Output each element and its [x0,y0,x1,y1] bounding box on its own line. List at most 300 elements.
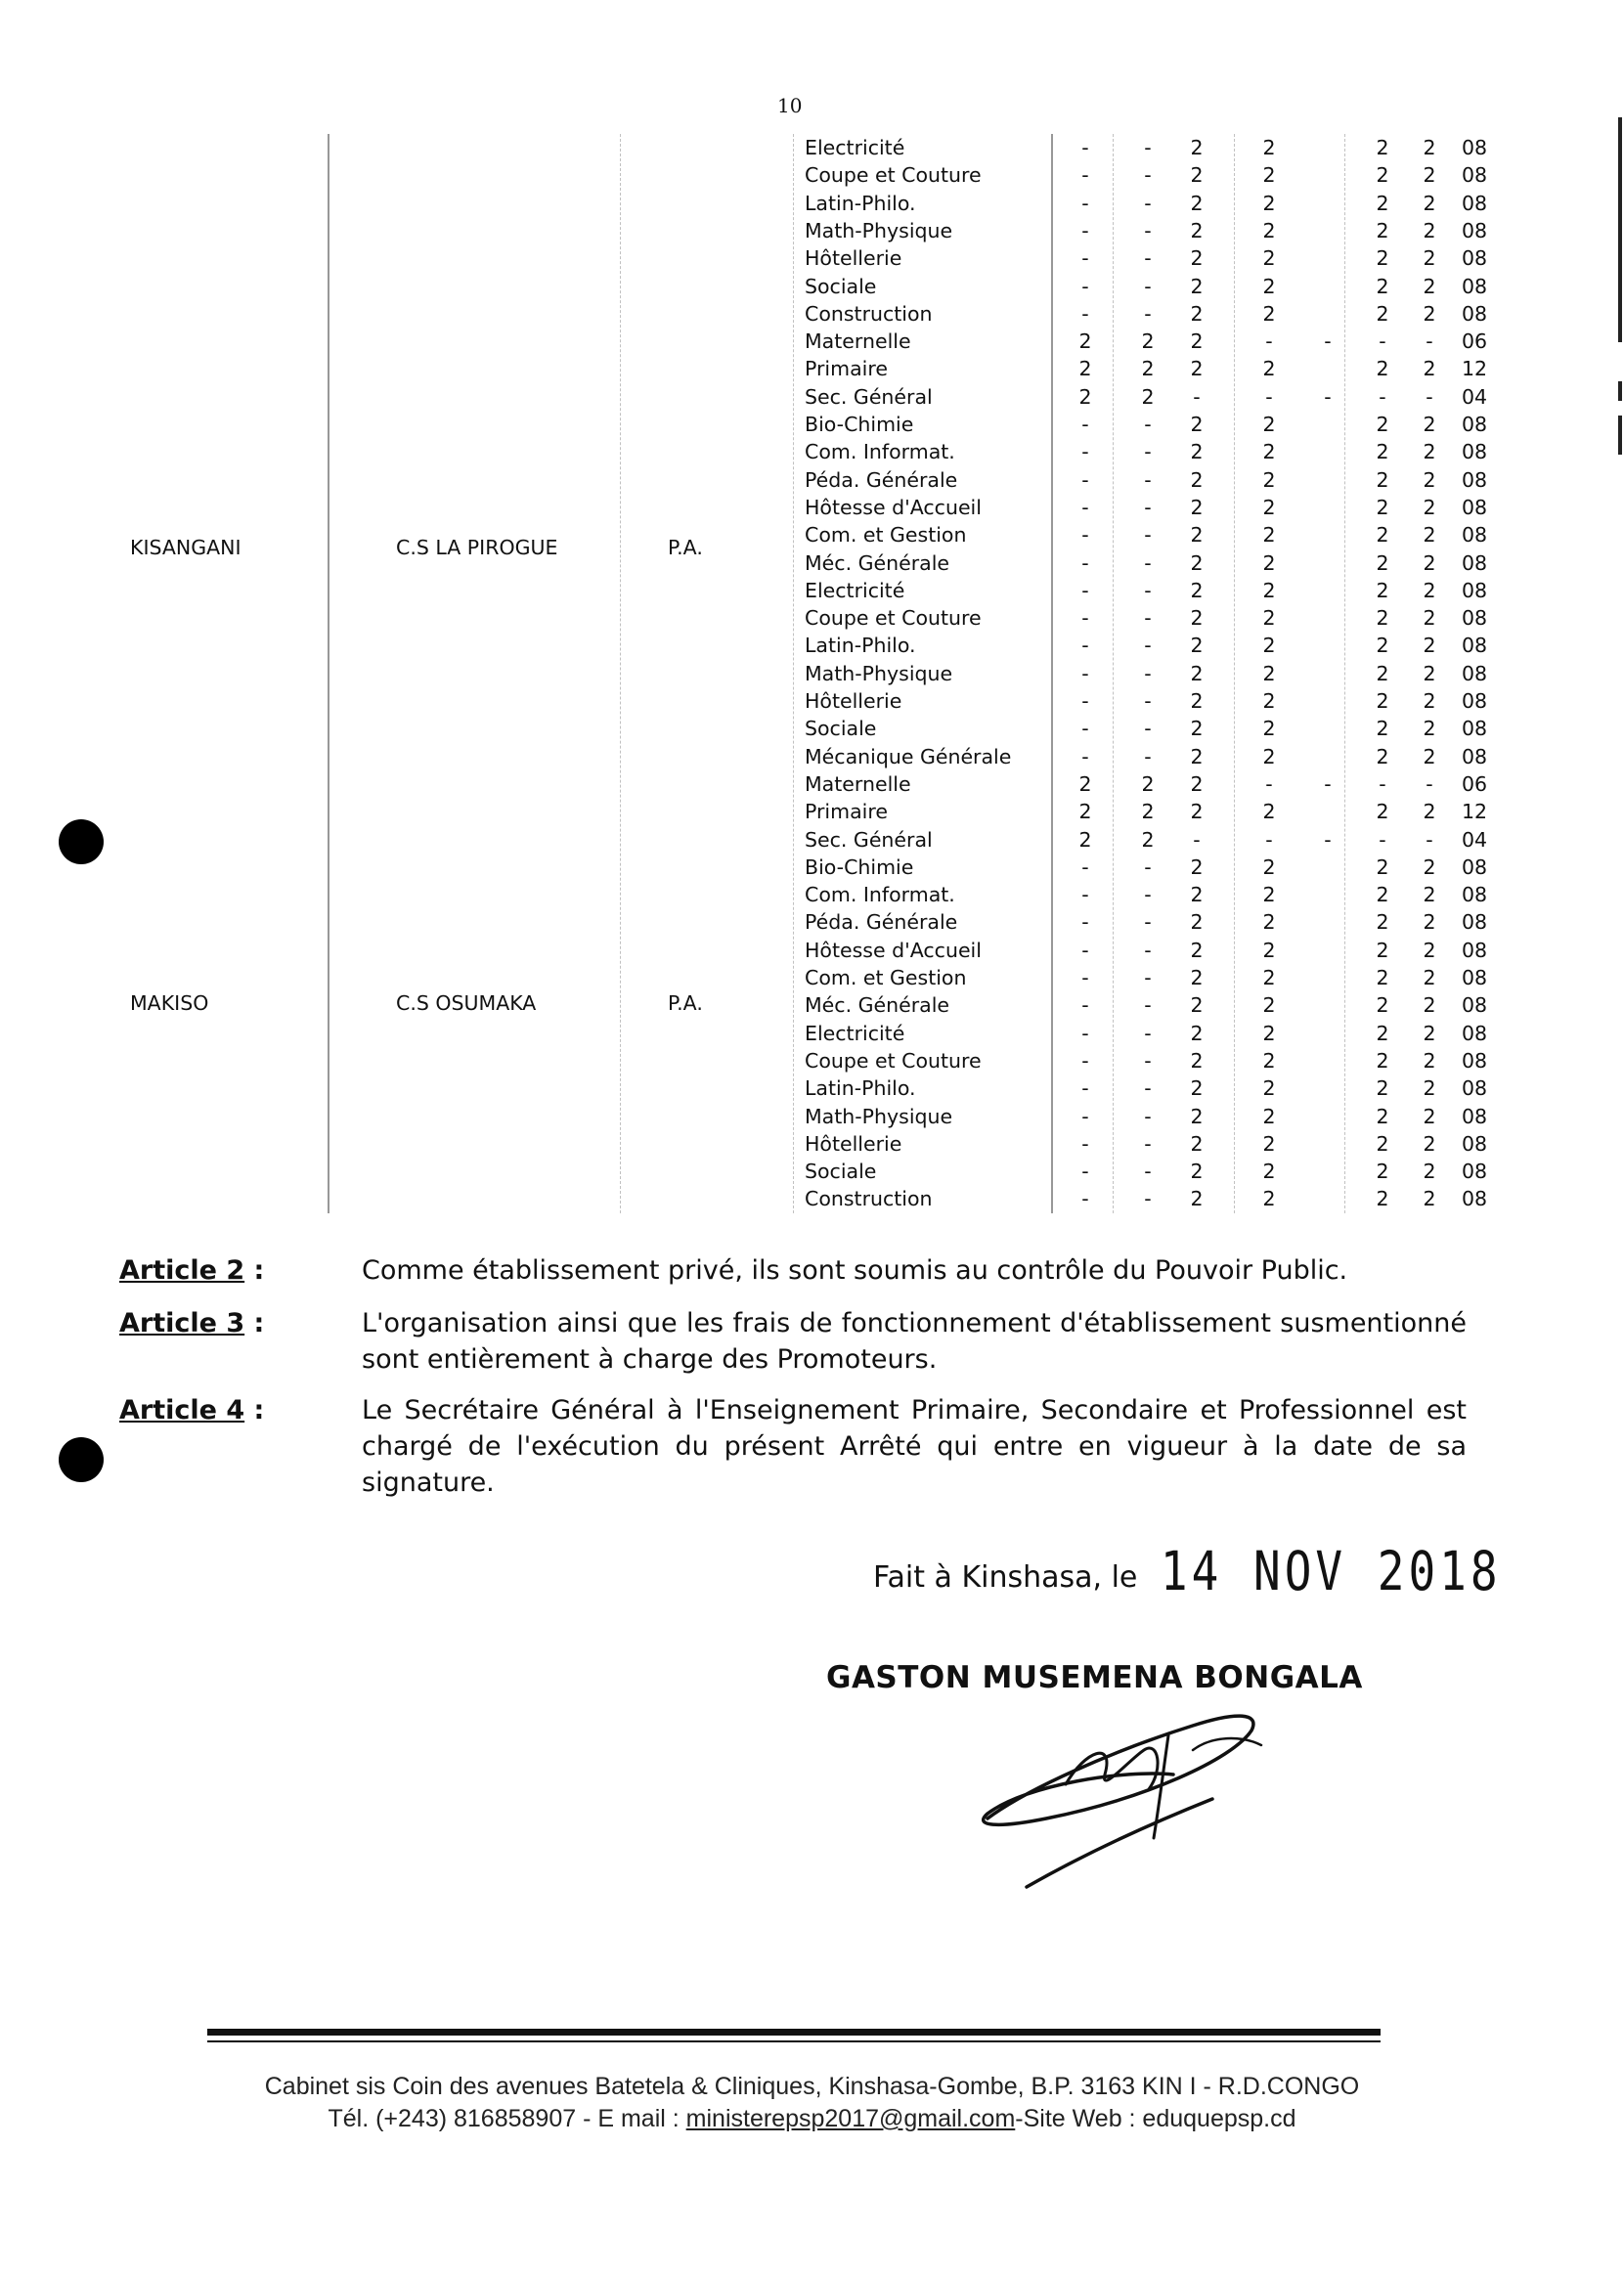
city-label: KISANGANI [130,535,241,559]
value-cell: 2 [1423,855,1436,879]
value-cell: - [1324,329,1332,354]
table-column-rule [1051,134,1053,1213]
table-row [0,190,1624,217]
punch-hole [59,819,104,864]
total-cell: 08 [1461,301,1488,326]
value-cell: 2 [1376,495,1389,519]
subject-cell: Com. et Gestion [805,523,967,548]
value-cell: 2 [1262,910,1276,935]
value-cell: - [1081,523,1089,548]
value-cell: 2 [1262,1131,1276,1156]
value-cell: 2 [1423,717,1436,741]
table-row [0,687,1624,715]
value-cell: 2 [1376,800,1389,824]
value-cell: 2 [1190,578,1204,602]
value-cell: 2 [1262,467,1276,492]
table-row [0,1158,1624,1185]
subject-cell: Coupe et Couture [805,1048,982,1073]
value-cell: 2 [1190,744,1204,768]
value-cell: 2 [1376,661,1389,685]
total-cell: 12 [1461,800,1488,824]
value-cell: - [1144,495,1152,519]
total-cell: 08 [1461,634,1488,658]
total-cell: 08 [1461,661,1488,685]
value-cell: - [1081,744,1089,768]
punch-hole [59,1437,104,1482]
value-cell: 2 [1078,827,1092,852]
total-cell: 08 [1461,550,1488,575]
value-cell: 2 [1190,1187,1204,1211]
value-cell: - [1081,467,1089,492]
value-cell: 2 [1190,993,1204,1018]
total-cell: 08 [1461,246,1488,271]
value-cell: - [1081,1104,1089,1128]
subject-cell: Coupe et Couture [805,163,982,188]
value-cell: 2 [1376,1104,1389,1128]
value-cell: 2 [1262,1076,1276,1101]
value-cell: 2 [1376,1076,1389,1101]
value-cell: 2 [1190,136,1204,159]
table-row [0,217,1624,244]
value-cell: - [1144,440,1152,464]
scan-edge-mark [1618,416,1622,455]
value-cell: 2 [1376,301,1389,326]
value-cell: 2 [1190,467,1204,492]
value-cell: 2 [1423,634,1436,658]
subject-cell: Maternelle [805,329,911,354]
value-cell: - [1144,1048,1152,1073]
subject-cell: Péda. Générale [805,910,958,935]
value-cell: 2 [1376,910,1389,935]
value-cell: - [1081,634,1089,658]
value-cell: 2 [1262,661,1276,685]
value-cell: 2 [1262,136,1276,159]
value-cell: 2 [1423,1104,1436,1128]
value-cell: - [1265,384,1273,409]
footer-rule [207,2029,1381,2036]
value-cell: 2 [1376,1021,1389,1045]
value-cell: 2 [1423,661,1436,685]
subject-cell: Hôtesse d'Accueil [805,495,982,519]
value-cell: 2 [1262,274,1276,298]
value-cell: 2 [1190,218,1204,242]
value-cell: 2 [1190,413,1204,436]
table-row [0,1103,1624,1130]
handwritten-signature [968,1691,1300,1906]
table-row [0,632,1624,659]
table-row [0,438,1624,465]
value-cell: 2 [1190,855,1204,879]
value-cell: 2 [1262,993,1276,1018]
value-cell: 2 [1190,1021,1204,1045]
value-cell: 2 [1141,771,1155,796]
value-cell: - [1081,606,1089,631]
value-cell: 2 [1078,329,1092,354]
value-cell: - [1193,827,1201,852]
subject-cell: Sociale [805,274,877,298]
value-cell: 2 [1423,606,1436,631]
value-cell: 2 [1262,163,1276,188]
school-options-table [0,134,1624,1219]
value-cell: - [1265,771,1273,796]
subject-cell: Construction [805,1187,933,1211]
value-cell: - [1144,993,1152,1018]
value-cell: 2 [1262,301,1276,326]
place-date [873,1539,1502,1603]
value-cell: 2 [1262,1048,1276,1073]
value-cell: 2 [1262,1160,1276,1184]
table-row [0,1130,1624,1158]
subject-cell: Com. et Gestion [805,966,967,989]
value-cell: 2 [1376,1131,1389,1156]
total-cell: 08 [1461,717,1488,741]
value-cell: 2 [1262,246,1276,271]
value-cell: - [1081,661,1089,685]
value-cell: 2 [1376,883,1389,907]
value-cell: - [1081,1187,1089,1211]
table-row [0,411,1624,438]
subject-cell: Mécanique Générale [805,744,1012,768]
subject-cell: Sec. Général [805,827,933,852]
value-cell: 2 [1078,384,1092,409]
value-cell: - [1081,1076,1089,1101]
value-cell: - [1144,467,1152,492]
total-cell: 04 [1461,384,1488,409]
value-cell: - [1081,246,1089,271]
value-cell: - [1081,301,1089,326]
subject-cell: Latin-Philo. [805,1076,916,1101]
total-cell: 08 [1461,744,1488,768]
total-cell: 08 [1461,966,1488,989]
table-row [0,134,1624,161]
subject-cell: Latin-Philo. [805,191,916,215]
value-cell: 2 [1423,744,1436,768]
value-cell: 2 [1423,136,1436,159]
table-row [0,1047,1624,1074]
table-column-rule [328,134,329,1213]
value-cell: 2 [1190,246,1204,271]
table-row [0,881,1624,908]
value-cell: 2 [1423,218,1436,242]
value-cell: 2 [1078,771,1092,796]
value-cell: 2 [1423,689,1436,713]
value-cell: - [1081,495,1089,519]
value-cell: 2 [1190,301,1204,326]
subject-cell: Electricité [805,1021,905,1045]
date-stamp: 14 NOV 2018 [1160,1539,1502,1603]
place-date-prefix: Fait à Kinshasa, le [873,1560,1138,1595]
table-row [0,494,1624,521]
table-row [0,964,1624,991]
total-cell: 08 [1461,440,1488,464]
total-cell: 08 [1461,1076,1488,1101]
value-cell: - [1324,384,1332,409]
subject-cell: Bio-Chimie [805,855,914,879]
value-cell: 2 [1376,218,1389,242]
value-cell: 2 [1423,301,1436,326]
value-cell: 2 [1190,163,1204,188]
value-cell: - [1144,191,1152,215]
value-cell: 2 [1262,966,1276,989]
subject-cell: Math-Physique [805,661,953,685]
status-label: P.A. [668,991,703,1016]
scan-edge-mark [1618,381,1622,401]
value-cell: 2 [1376,744,1389,768]
value-cell: 2 [1376,191,1389,215]
value-cell: - [1144,855,1152,879]
subject-cell: Hôtellerie [805,246,902,271]
value-cell: 2 [1423,1076,1436,1101]
total-cell: 08 [1461,163,1488,188]
subject-cell: Math-Physique [805,218,953,242]
table-column-rule [1113,134,1115,1213]
subject-cell: Construction [805,301,933,326]
total-cell: 08 [1461,136,1488,159]
value-cell: - [1081,1048,1089,1073]
value-cell: 2 [1423,523,1436,548]
value-cell: - [1144,1187,1152,1211]
value-cell: 2 [1376,246,1389,271]
value-cell: 2 [1190,910,1204,935]
value-cell: - [1081,550,1089,575]
value-cell: - [1324,771,1332,796]
school-label: C.S OSUMAKA [396,991,537,1016]
value-cell: 2 [1190,800,1204,824]
table-column-rule [1234,134,1236,1213]
table-column-rule [1344,134,1346,1213]
status-label: P.A. [668,535,703,559]
value-cell: 2 [1190,495,1204,519]
value-cell: 2 [1262,1104,1276,1128]
value-cell: 2 [1376,717,1389,741]
total-cell: 08 [1461,523,1488,548]
table-row [0,577,1624,604]
total-cell: 08 [1461,578,1488,602]
footer-email[interactable]: ministerepsp2017@gmail.com [685,2105,1016,2132]
table-row [0,660,1624,687]
table-row [0,549,1624,577]
subject-cell: Electricité [805,578,905,602]
value-cell: 2 [1190,1104,1204,1128]
value-cell: 2 [1190,883,1204,907]
table-row [0,244,1624,272]
subject-cell: Maternelle [805,771,911,796]
value-cell: 2 [1423,800,1436,824]
subject-cell: Bio-Chimie [805,413,914,436]
value-cell: 2 [1376,966,1389,989]
value-cell: 2 [1262,1187,1276,1211]
value-cell: 2 [1190,1076,1204,1101]
value-cell: 2 [1423,938,1436,962]
total-cell: 12 [1461,357,1488,381]
value-cell: - [1426,384,1433,409]
table-row [0,328,1624,355]
table-column-rule [793,134,795,1213]
value-cell: - [1081,855,1089,879]
subject-cell: Hôtellerie [805,1131,902,1156]
value-cell: - [1144,1076,1152,1101]
value-cell: 2 [1262,717,1276,741]
value-cell: - [1144,1104,1152,1128]
value-cell: - [1081,689,1089,713]
value-cell: - [1081,413,1089,436]
value-cell: - [1081,578,1089,602]
table-row [0,1020,1624,1047]
value-cell: - [1081,910,1089,935]
table-row [0,715,1624,742]
page-number: 10 [777,94,803,117]
value-cell: 2 [1262,883,1276,907]
value-cell: - [1144,910,1152,935]
total-cell: 08 [1461,274,1488,298]
value-cell: - [1144,606,1152,631]
value-cell: - [1144,744,1152,768]
value-cell: 2 [1376,274,1389,298]
value-cell: - [1426,329,1433,354]
value-cell: 2 [1376,1160,1389,1184]
value-cell: 2 [1190,1131,1204,1156]
value-cell: - [1081,191,1089,215]
subject-cell: Electricité [805,136,905,159]
subject-cell: Primaire [805,357,888,381]
value-cell: 2 [1190,550,1204,575]
scan-edge-mark [1618,117,1622,342]
total-cell: 08 [1461,1187,1488,1211]
value-cell: 2 [1190,689,1204,713]
value-cell: 2 [1262,855,1276,879]
value-cell: 2 [1376,689,1389,713]
value-cell: - [1379,827,1386,852]
value-cell: 2 [1190,1160,1204,1184]
table-row [0,770,1624,798]
value-cell: 2 [1262,689,1276,713]
value-cell: - [1081,218,1089,242]
total-cell: 08 [1461,1104,1488,1128]
value-cell: 2 [1262,440,1276,464]
value-cell: 2 [1376,855,1389,879]
value-cell: 2 [1376,550,1389,575]
value-cell: 2 [1423,550,1436,575]
value-cell: 2 [1190,440,1204,464]
value-cell: - [1265,329,1273,354]
value-cell: - [1144,661,1152,685]
value-cell: 2 [1423,910,1436,935]
value-cell: - [1144,163,1152,188]
value-cell: - [1144,689,1152,713]
value-cell: - [1144,717,1152,741]
value-cell: - [1144,218,1152,242]
value-cell: - [1379,329,1386,354]
value-cell: - [1081,938,1089,962]
table-column-rule [620,134,622,1213]
value-cell: - [1081,136,1089,159]
value-cell: 2 [1141,827,1155,852]
value-cell: - [1144,966,1152,989]
subject-cell: Péda. Générale [805,467,958,492]
value-cell: - [1144,523,1152,548]
value-cell: 2 [1376,163,1389,188]
value-cell: - [1081,883,1089,907]
value-cell: 2 [1262,218,1276,242]
article-text: L'organisation ainsi que les frais de fonctionnement d'établissement susmentionné sont entièrement à charge des Promoteurs. [362,1308,1467,1375]
subject-cell: Latin-Philo. [805,634,916,658]
value-cell: - [1265,827,1273,852]
value-cell: - [1081,717,1089,741]
value-cell: 2 [1423,1048,1436,1073]
table-row [0,521,1624,548]
value-cell: 2 [1190,357,1204,381]
value-cell: 2 [1190,191,1204,215]
footer-contact: Tél. (+243) 816858907 - E mail : ministerepsp2017@gmail.com-Site Web : eduquepsp.cd [328,2105,1296,2132]
total-cell: 04 [1461,827,1488,852]
value-cell: 2 [1376,523,1389,548]
total-cell: 08 [1461,495,1488,519]
subject-cell: Sociale [805,1160,877,1184]
value-cell: - [1144,246,1152,271]
value-cell: 2 [1190,634,1204,658]
value-cell: - [1426,771,1433,796]
value-cell: - [1379,771,1386,796]
total-cell: 08 [1461,938,1488,962]
value-cell: 2 [1190,329,1204,354]
table-row [0,383,1624,411]
subject-cell: Primaire [805,800,888,824]
value-cell: - [1144,1021,1152,1045]
total-cell: 08 [1461,1021,1488,1045]
value-cell: 2 [1423,1160,1436,1184]
value-cell: - [1081,163,1089,188]
value-cell: 2 [1376,467,1389,492]
value-cell: 2 [1262,634,1276,658]
value-cell: 2 [1141,357,1155,381]
value-cell: 2 [1190,1048,1204,1073]
subject-cell: Com. Informat. [805,883,955,907]
table-row [0,826,1624,854]
school-label: C.S LA PIROGUE [396,535,558,559]
value-cell: 2 [1376,413,1389,436]
table-row [0,466,1624,494]
article-label: Article 3 : [119,1308,265,1338]
value-cell: 2 [1141,384,1155,409]
value-cell: 2 [1190,938,1204,962]
value-cell: - [1081,274,1089,298]
total-cell: 08 [1461,218,1488,242]
value-cell: 2 [1423,274,1436,298]
article-label: Article 4 : [119,1395,265,1425]
value-cell: 2 [1190,523,1204,548]
subject-cell: Com. Informat. [805,440,955,464]
value-cell: 2 [1078,800,1092,824]
article-label: Article 2 : [119,1255,265,1286]
subject-cell: Coupe et Couture [805,606,982,631]
table-row [0,273,1624,300]
value-cell: 2 [1376,136,1389,159]
value-cell: 2 [1423,246,1436,271]
value-cell: 2 [1262,938,1276,962]
footer-address: Cabinet sis Coin des avenues Batetela & Cliniques, Kinshasa-Gombe, B.P. 3163 KIN I - R.D.CONGO [264,2073,1360,2100]
value-cell: 2 [1376,606,1389,631]
value-cell: 2 [1262,800,1276,824]
value-cell: 2 [1423,883,1436,907]
total-cell: 08 [1461,413,1488,436]
value-cell: - [1193,384,1201,409]
total-cell: 08 [1461,1048,1488,1073]
value-cell: 2 [1190,717,1204,741]
value-cell: - [1081,1131,1089,1156]
value-cell: - [1379,384,1386,409]
value-cell: - [1144,938,1152,962]
value-cell: 2 [1262,523,1276,548]
